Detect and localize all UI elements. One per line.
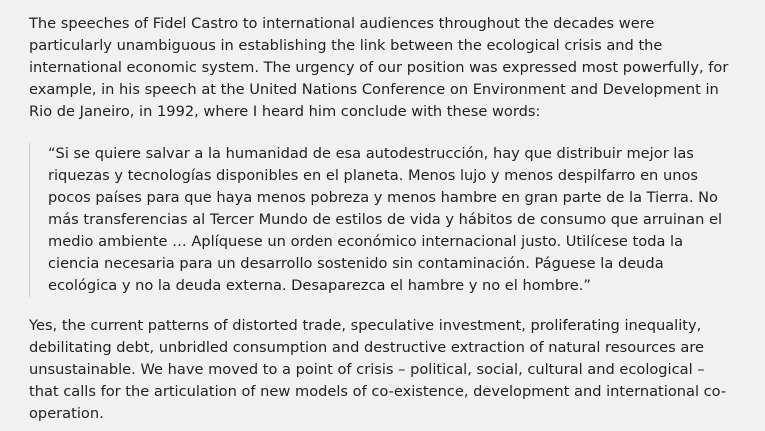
quote-text: “Si se quiere salvar a la humanidad de esa autodestrucción, hay que distribuir mejor las riquezas y tecnologías disponibles en el planeta. Menos lujo y menos despilfarro en unos pocos países para que haya menos pobreza y menos hambre en gran parte de la Tierra. No más transferencias al Tercer Mundo de estilos de vida y hábitos de consumo que arruinan el medio ambiente … Aplíquese un orden económico internacional justo. Utilícese toda la ciencia necesaria para un desarrollo sostenido sin contaminación. Páguese la deuda ecológica y no la deuda externa. Desaparezca el hambre y no el hombre.” bbox=[48, 145, 723, 294]
block-quote bbox=[29, 143, 737, 297]
closing-paragraph: Yes, the current patterns of distorted trade, speculative investment, proliferating inequality, debilitating debt, unbridled consumption and destructive extraction of natural resources are unsustainable. We have moved to a point of crisis – political, social, cultural and ecological – that calls for the articulation of new models of co-existence, development and international co-operation. bbox=[29, 317, 727, 422]
intro-paragraph: The speeches of Fidel Castro to international audiences throughout the decades were particularly unambiguous in establishing the link between the ecological crisis and the international economic system. The urgency of our position was expressed most powerfully, for example, in his speech at the United Nations Conference on Environment and Development in Rio de Janeiro, in 1992, where I heard him conclude with these words: bbox=[29, 15, 729, 120]
